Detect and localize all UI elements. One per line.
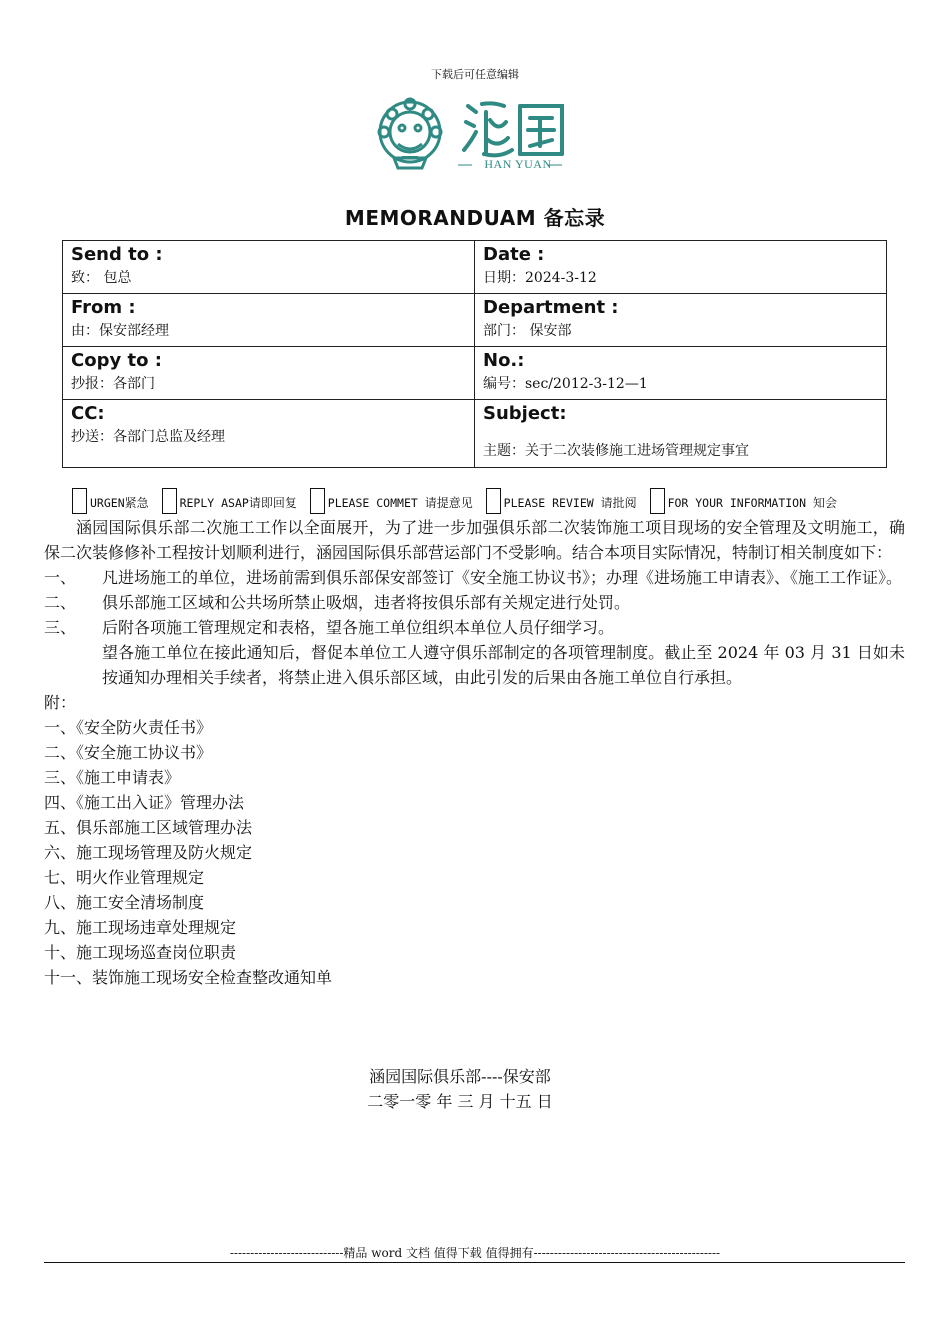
- attachment-item: 一、《安全防火责任书》: [44, 718, 213, 737]
- top-note: 下载后可任意编辑: [431, 68, 519, 81]
- subject-label: Subject:: [483, 403, 567, 424]
- department-value: 部门： 保安部: [483, 323, 572, 339]
- copy-to-label: Copy to :: [71, 350, 162, 371]
- attachment-item: 六、施工现场管理及防火规定: [44, 843, 253, 862]
- signature-org: 涵园国际俱乐部----保安部: [369, 1067, 551, 1086]
- continuation-paragraph: 望各施工单位在接此通知后，督促本单位工人遵守俱乐部制定的各项管理制度。截止至 2024 年 03 月 31 日如未按通知办理相关手续者，将禁止进入俱乐部区域，由此引发的后果由各施工单位自行承担。: [102, 643, 905, 687]
- intro-paragraph: 涵园国际俱乐部二次施工工作以全面展开，为了进一步加强俱乐部二次装饰施工项目现场的安全管理及文明施工，确保二次装修修补工程按计划顺利进行，涵园国际俱乐部营运部门不受影响。结合本项目实际情况，特制订相关制度如下：: [44, 518, 905, 562]
- from-cell: [63, 294, 475, 347]
- memo-title: MEMORANDUAM 备忘录: [344, 206, 606, 230]
- checkbox-cn: 请批阅: [600, 496, 637, 510]
- rule-text: 后附各项施工管理规定和表格，望各施工单位组织本单位人员仔细学习。: [102, 618, 615, 637]
- no-cell: [475, 347, 887, 400]
- checkbox-please-review[interactable]: [486, 488, 637, 514]
- signature-block: [0, 1064, 920, 1114]
- rule-item: [44, 615, 905, 640]
- checkbox-square[interactable]: [72, 488, 87, 514]
- checkbox-en: REPLY ASAP: [179, 496, 249, 510]
- attachments-label: 附：: [44, 693, 77, 712]
- send-to-cell: [63, 241, 475, 294]
- copy-to-cell: [63, 347, 475, 400]
- no-label: No.:: [483, 350, 525, 371]
- subject-cell: [475, 400, 887, 468]
- rule-item: [44, 590, 905, 615]
- checkbox-urgent[interactable]: [72, 488, 149, 514]
- checkbox-cn: 请即回复: [248, 496, 297, 510]
- send-to-label: Send to :: [71, 244, 163, 265]
- checkbox-en: PLEASE COMMET: [327, 496, 425, 510]
- memo-body: [44, 515, 905, 990]
- attachment-item: 五、俱乐部施工区域管理办法: [44, 818, 253, 837]
- copy-to-value: 抄报：各部门: [71, 376, 155, 392]
- from-label: From :: [71, 297, 136, 318]
- date-cell: [475, 241, 887, 294]
- rule-item: [44, 565, 905, 590]
- checkbox-en: PLEASE REVIEW: [503, 496, 601, 510]
- cc-value: 抄送：各部门总监及经理: [71, 429, 225, 445]
- attachment-item: 八、施工安全清场制度: [44, 893, 205, 912]
- attachment-item: 七、明火作业管理规定: [44, 868, 205, 887]
- rule-number: 一、: [44, 568, 77, 587]
- attachments-list: [44, 715, 905, 990]
- rule-text: 凡进场施工的单位，进场前需到俱乐部保安部签订《安全施工协议书》；办理《进场施工申请表》、《施工工作证》。: [102, 568, 903, 587]
- department-cell: [475, 294, 887, 347]
- rule-number: 三、: [44, 618, 77, 637]
- date-value: 日期：2024-3-12: [483, 270, 597, 286]
- checkbox-cn: 知会: [812, 496, 837, 510]
- attachment-item: 十、施工现场巡查岗位职责: [44, 943, 237, 962]
- attachment-item: 二、《安全施工协议书》: [44, 743, 213, 762]
- signature-date: 二零一零 年 三 月 十五 日: [367, 1092, 553, 1111]
- attachment-item: 九、施工现场违章处理规定: [44, 918, 237, 937]
- checkbox-reply-asap[interactable]: [162, 488, 297, 514]
- logo-caption-visual: HAN YUAN: [484, 157, 552, 171]
- no-value: 编号：sec/2012-3-12—1: [483, 376, 648, 392]
- checkbox-square[interactable]: [650, 488, 665, 514]
- memo-header-table: [62, 240, 887, 468]
- date-label: Date :: [483, 244, 545, 265]
- from-value: 由：保安部经理: [71, 323, 169, 339]
- attachment-item: 四、《施工出入证》管理办法: [44, 793, 245, 812]
- rule-number: 二、: [44, 593, 77, 612]
- attachment-item: 三、《施工申请表》: [44, 768, 181, 787]
- cc-cell: [63, 400, 475, 468]
- checkbox-en: FOR YOUR INFORMATION: [667, 496, 813, 510]
- attachment-item: 十一、装饰施工现场安全检查整改通知单: [44, 968, 333, 987]
- checkbox-please-comment[interactable]: [310, 488, 473, 514]
- checkbox-for-information[interactable]: [650, 488, 837, 514]
- routing-checkboxes: [72, 488, 932, 514]
- checkbox-square[interactable]: [310, 488, 325, 514]
- checkbox-square[interactable]: [162, 488, 177, 514]
- footer-text: ----------------------------精品 word 文档 值得下载 值得拥有----------------------------------------------: [229, 1246, 721, 1260]
- footer-rule: [44, 1262, 905, 1263]
- rule-text: 俱乐部施工区域和公共场所禁止吸烟，违者将按俱乐部有关规定进行处罚。: [102, 593, 631, 612]
- checkbox-square[interactable]: [486, 488, 501, 514]
- checkbox-cn: 请提意见: [424, 496, 473, 510]
- subject-value: 主题：关于二次装修施工进场管理规定事宜: [483, 443, 749, 459]
- send-to-value: 致： 包总: [71, 270, 132, 286]
- department-label: Department :: [483, 297, 619, 318]
- cc-label: CC:: [71, 403, 105, 424]
- checkbox-en: URGEN: [90, 496, 125, 510]
- checkbox-cn: 紧急: [124, 496, 149, 510]
